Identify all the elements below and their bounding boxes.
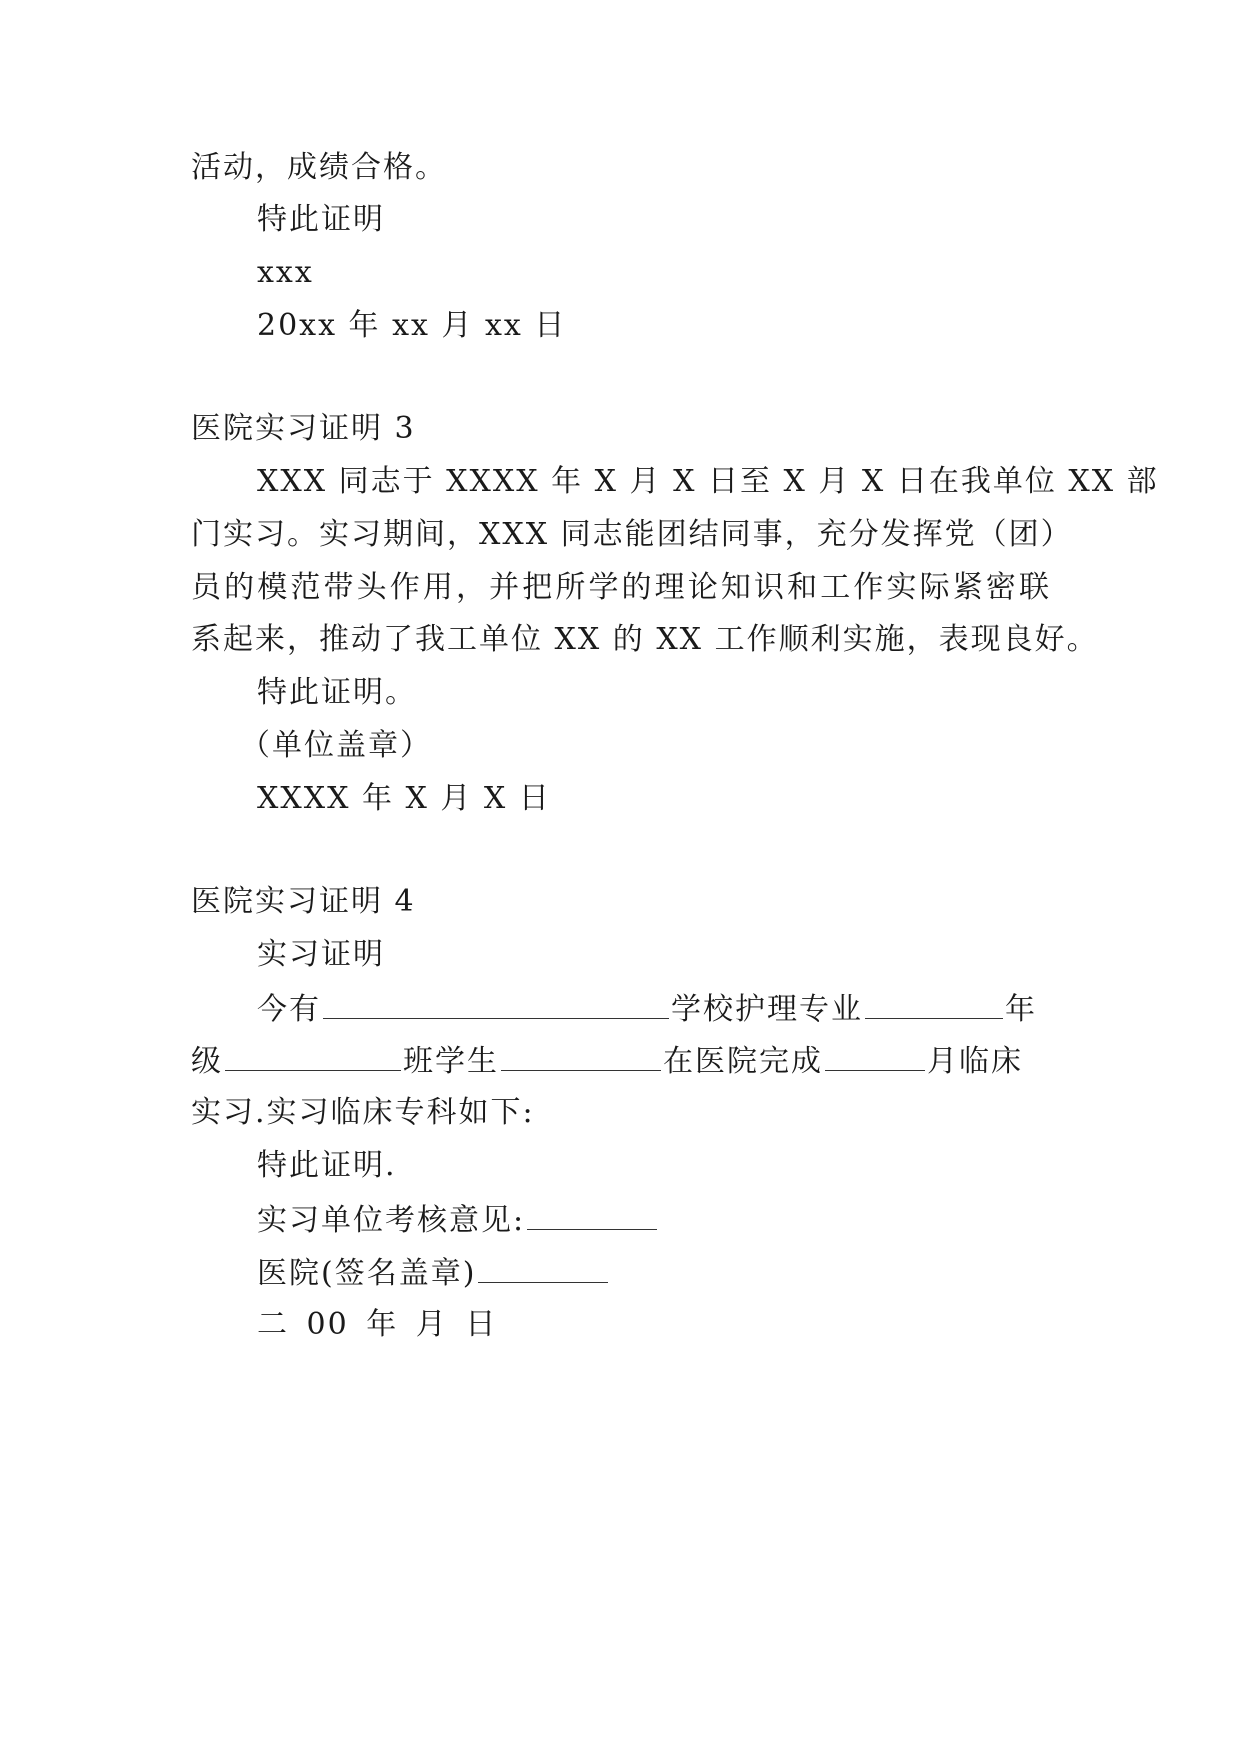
line2-text-d: 月临床 bbox=[927, 1044, 1023, 1079]
prev-date: 20xx 年 xx 月 xx 日 bbox=[257, 308, 567, 343]
assessment-label: 实习单位考核意见: bbox=[257, 1203, 526, 1238]
section3-body-line-2: 门实习。实习期间，XXX 同志能团结同事，充分发挥党（团） bbox=[191, 517, 1073, 552]
assessment-blank[interactable] bbox=[527, 1199, 657, 1230]
months-blank[interactable] bbox=[825, 1040, 925, 1071]
section4-certify-text: 特此证明. bbox=[257, 1148, 397, 1183]
section3-body-line-3: 员的模范带头作用，并把所学的理论知识和工作实际紧密联 bbox=[191, 570, 1051, 605]
section3-body-line-1: XXX 同志于 XXXX 年 X 月 X 日至 X 月 X 日在我单位 XX 部 bbox=[257, 464, 1159, 499]
line1-text-b: 学校护理专业 bbox=[671, 992, 863, 1027]
section4-title: 医院实习证明 4 bbox=[191, 884, 416, 919]
section3-title: 医院实习证明 3 bbox=[191, 411, 416, 446]
hospital-sign-blank[interactable] bbox=[478, 1252, 608, 1283]
section4-line-1 bbox=[257, 988, 1037, 1030]
line2-text-c: 在医院完成 bbox=[663, 1044, 823, 1079]
prev-certify-text: 特此证明 bbox=[257, 202, 385, 237]
hospital-sign-label: 医院(签名盖章) bbox=[257, 1256, 477, 1291]
line1-text-a: 今有 bbox=[257, 992, 321, 1027]
section3-date: XXXX 年 X 月 X 日 bbox=[257, 781, 551, 816]
school-blank[interactable] bbox=[323, 988, 669, 1019]
class-blank[interactable] bbox=[225, 1040, 401, 1071]
section4-hospital-sign-line bbox=[257, 1252, 610, 1294]
section4-heading: 实习证明 bbox=[257, 937, 385, 972]
line2-text-b: 班学生 bbox=[403, 1044, 499, 1079]
section3-body-line-4: 系起来，推动了我工单位 XX 的 XX 工作顺利实施，表现良好。 bbox=[191, 622, 1099, 657]
line1-text-c: 年 bbox=[1005, 992, 1037, 1027]
section3-certify-text: 特此证明。 bbox=[257, 675, 417, 710]
section4-date: 二 00 年 月 日 bbox=[257, 1307, 498, 1342]
section4-assessment-line bbox=[257, 1199, 659, 1241]
line2-text-a: 级 bbox=[191, 1044, 223, 1079]
prev-signer: xxx bbox=[257, 255, 314, 290]
section4-line-3: 实习.实习临床专科如下: bbox=[191, 1095, 535, 1130]
student-name-blank[interactable] bbox=[501, 1040, 661, 1071]
grade-blank[interactable] bbox=[865, 988, 1003, 1019]
section3-seal-text: （单位盖章） bbox=[240, 728, 432, 763]
prev-tail-text: 活动，成绩合格。 bbox=[191, 150, 447, 185]
section4-line-2 bbox=[191, 1040, 1023, 1082]
